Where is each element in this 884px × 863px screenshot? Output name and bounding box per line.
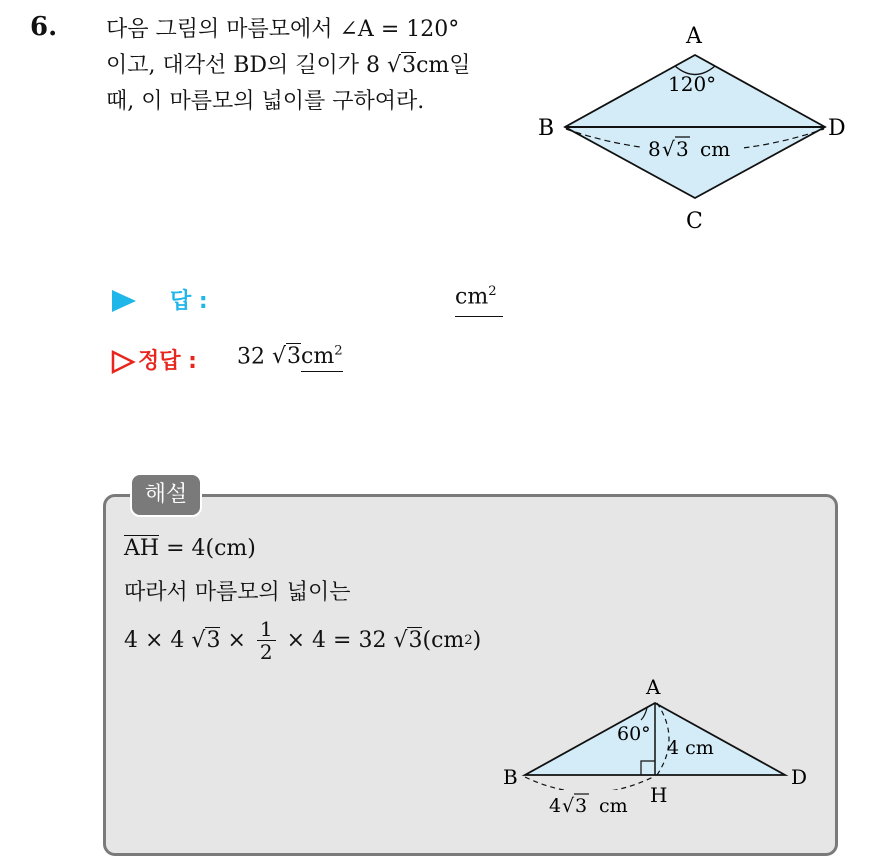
- answer-label: 답 :: [170, 289, 208, 314]
- question-text: [106, 12, 536, 120]
- solution-line-1-rest: = 4(cm): [159, 536, 256, 561]
- segment-ah: AH: [124, 536, 160, 561]
- solution-line-2: 따라서 마름모의 넓이는: [124, 580, 351, 605]
- question-number: 6.: [30, 12, 58, 42]
- label-d: D: [828, 116, 846, 141]
- diagonal-coef: 8: [648, 137, 661, 161]
- sqrt-expression: √3: [387, 53, 417, 78]
- fraction-one-half: [257, 618, 276, 663]
- sqrt-sign: √: [662, 137, 675, 161]
- base-sqrt-arg: 3: [575, 795, 588, 817]
- correct-answer-row: [110, 342, 530, 382]
- formula-part-a: 4 × 4: [124, 627, 185, 653]
- label-c: C: [686, 209, 703, 234]
- label-b: B: [503, 765, 518, 789]
- play-arrow-icon: [110, 288, 138, 314]
- question-line-2: [106, 48, 536, 84]
- key-sqrt-arg: 3: [287, 344, 302, 370]
- solution-formula: 4 × 4 √3 × $\frac{1}{2}$ × 4 = 32 √3 (cm 2 ): [124, 616, 482, 664]
- label-h: H: [650, 783, 668, 807]
- answer-unit-text: cm: [455, 284, 489, 310]
- rhombus-figure: [520, 15, 860, 240]
- sqrt-arg: 3: [402, 53, 417, 78]
- base-unit: cm: [599, 795, 628, 817]
- angle-label: 120°: [668, 72, 717, 96]
- diagonal-unit: cm: [700, 137, 731, 161]
- question-line-3: 때, 이 마름모의 넓이를 구하여라.: [106, 89, 425, 114]
- answer-unit: [455, 284, 497, 309]
- label-d: D: [791, 765, 808, 789]
- question-line-2-pre: 이고, 대각선 BD의 길이가 8: [106, 53, 381, 78]
- label-a: A: [686, 24, 702, 49]
- key-coef: 32: [237, 344, 265, 370]
- key-unit: [301, 344, 343, 372]
- triangle-figure: [495, 668, 825, 828]
- solution-line-1: [124, 536, 256, 561]
- answer-row: [110, 282, 510, 322]
- fraction-numerator: 1: [257, 618, 276, 641]
- angle-label: 60°: [617, 723, 651, 745]
- formula-sqrt-1: 3: [206, 627, 221, 653]
- correct-answer-label: 정답 :: [138, 349, 197, 374]
- key-unit-exp: 2: [334, 344, 343, 359]
- label-b: B: [538, 116, 555, 141]
- correct-answer-value: 32 $√3cm^2$: [237, 344, 343, 369]
- height-label: 4 cm: [667, 737, 714, 759]
- answer-blank-line[interactable]: [455, 316, 503, 317]
- formula-close: ): [472, 627, 482, 653]
- question-line-1: 다음 그림의 마름모에서 ∠A = 120°: [106, 17, 460, 42]
- label-a: A: [646, 675, 661, 699]
- solution-tag: 해설: [130, 473, 202, 517]
- formula-part-b: ×: [220, 627, 253, 653]
- formula-part-c: × 4 = 32: [279, 627, 387, 653]
- key-unit-text: cm: [301, 344, 335, 370]
- answer-unit-exp: 2: [488, 284, 497, 299]
- outline-arrow-icon: [110, 349, 136, 375]
- formula-unit-exp: 2: [464, 632, 473, 648]
- diagonal-sqrt-arg: 3: [676, 137, 689, 161]
- sqrt-sign: √: [562, 795, 575, 817]
- fraction-denominator: 2: [259, 639, 273, 664]
- formula-unit: (cm: [422, 627, 465, 653]
- base-coef: 4: [549, 795, 562, 817]
- formula-sqrt-2: 3: [408, 627, 423, 653]
- question-line-2-post: cm일: [416, 53, 471, 78]
